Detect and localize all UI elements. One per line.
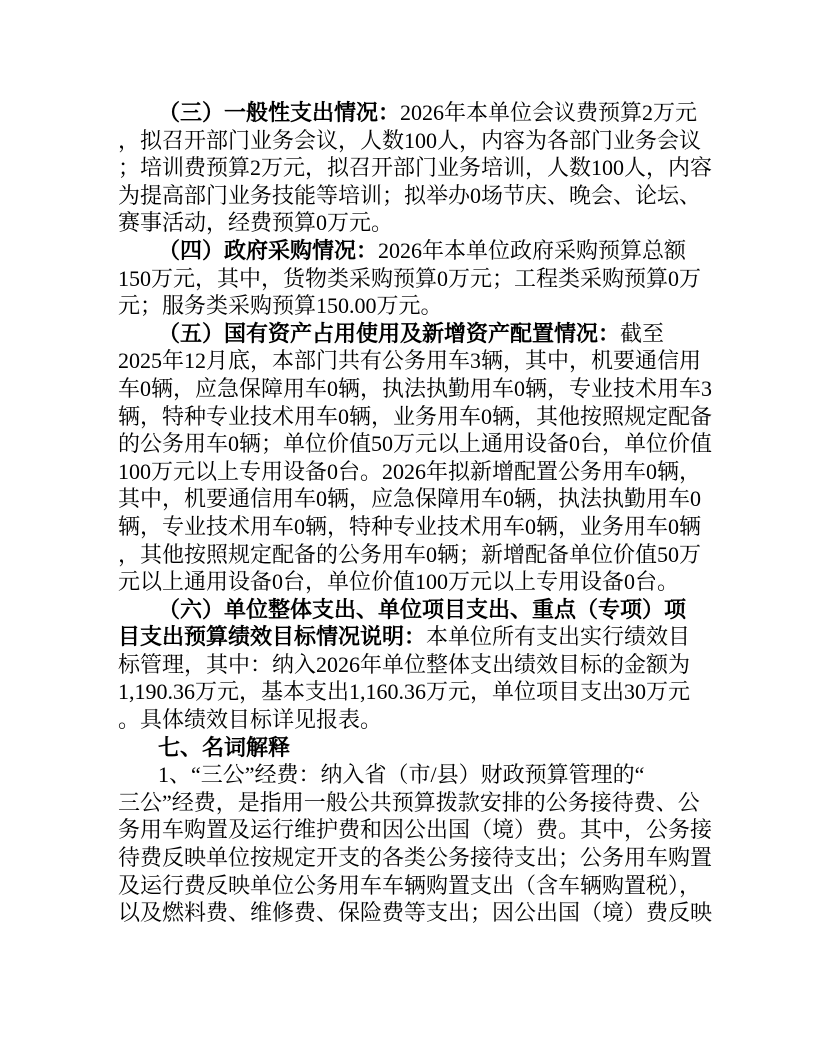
text-line bbox=[118, 623, 708, 651]
para-4-government-procurement bbox=[118, 237, 708, 320]
para-5-state-owned-assets bbox=[118, 320, 713, 596]
text-segment: 本单位所有支出实行绩效目 bbox=[426, 624, 691, 650]
text-segment: ，拟召开部门业务会议，人数100人，内容为各部门业务会议 bbox=[118, 127, 702, 153]
text-line bbox=[118, 347, 708, 375]
text-segment: 。具体绩效目标详见报表。 bbox=[118, 707, 383, 733]
bold-text-segment: （六）单位整体支出、单位项目支出、重点（专项）项 bbox=[158, 596, 687, 622]
text-line bbox=[118, 761, 708, 789]
bold-text-segment: 目支出预算绩效目标情况说明： bbox=[118, 624, 427, 650]
text-segment: 2026年本单位会议费预算2万元 bbox=[400, 100, 698, 125]
text-segment: 150万元，其中，货物类采购预算0万元；工程类采购预算0万 bbox=[118, 265, 702, 291]
text-segment: 2025年12月底，本部门共有公务用车3辆，其中，机要通信用 bbox=[118, 348, 702, 374]
text-segment: 的公务用车0辆；单位价值50万元以上通用设备0台，单位价值 bbox=[118, 431, 713, 457]
text-line bbox=[118, 375, 713, 403]
text-line bbox=[118, 485, 708, 513]
bold-text-segment: 七、名词解释 bbox=[158, 734, 291, 760]
bold-text-segment: （四）政府采购情况： bbox=[158, 237, 379, 263]
text-line bbox=[118, 651, 708, 679]
text-line bbox=[118, 292, 708, 320]
bold-text-segment: （五）国有资产占用使用及新增资产配置情况： bbox=[158, 320, 621, 346]
text-segment: 其中，机要通信用车0辆，应急保障用车0辆，执法执勤用车0 bbox=[118, 486, 702, 512]
text-line bbox=[118, 403, 713, 431]
text-line bbox=[118, 99, 708, 127]
text-segment: 车0辆，应急保障用车0辆，执法执勤用车0辆，专业技术用车3 bbox=[118, 375, 713, 401]
text-segment: 标管理，其中：纳入2026年单位整体支出绩效目标的金额为 bbox=[118, 651, 691, 677]
text-segment: ，其他按照规定配备的公务用车0辆；新增配备单位价值50万 bbox=[118, 541, 702, 567]
text-line bbox=[118, 678, 708, 706]
para-3-general-expenditure bbox=[118, 99, 713, 237]
para-6-performance-targets bbox=[118, 596, 708, 734]
text-line bbox=[118, 320, 708, 348]
text-line bbox=[118, 844, 713, 872]
text-line bbox=[118, 265, 708, 293]
text-segment: 赛事活动，经费预算0万元。 bbox=[118, 210, 394, 236]
text-segment: ；培训费预算2万元，拟召开部门业务培训，人数100人，内容 bbox=[118, 155, 713, 181]
text-line bbox=[118, 789, 708, 817]
text-line bbox=[118, 541, 708, 569]
text-line bbox=[118, 706, 708, 734]
text-segment: 务用车购置及运行维护费和因公出国（境）费。其中，公务接 bbox=[118, 817, 713, 843]
document-body bbox=[118, 99, 713, 927]
text-line bbox=[118, 596, 708, 624]
text-line bbox=[118, 458, 708, 486]
para-1-three-public-funds bbox=[118, 761, 713, 927]
text-line bbox=[118, 209, 708, 237]
text-segment: 辆，专业技术用车0辆，特种专业技术用车0辆，业务用车0辆 bbox=[118, 513, 702, 539]
text-segment: 以及燃料费、维修费、保险费等支出；因公出国（境）费反映 bbox=[118, 900, 713, 926]
text-line bbox=[118, 154, 713, 182]
text-segment: 元以上通用设备0台，单位价值100万元以上专用设备0台。 bbox=[118, 569, 680, 595]
text-segment: 元；服务类采购预算150.00万元。 bbox=[118, 293, 443, 319]
text-segment: 及运行费反映单位公务用车车辆购置支出（含车辆购置税）， bbox=[118, 872, 702, 898]
text-line bbox=[118, 237, 708, 265]
heading-7-glossary bbox=[118, 734, 708, 762]
text-line bbox=[118, 513, 708, 541]
text-line bbox=[118, 430, 713, 458]
text-line bbox=[118, 182, 708, 210]
bold-text-segment: （三）一般性支出情况： bbox=[158, 100, 401, 125]
text-line bbox=[118, 816, 713, 844]
text-line bbox=[118, 734, 708, 762]
text-segment: 辆，特种专业技术用车0辆，业务用车0辆，其他按照规定配备 bbox=[118, 403, 713, 429]
text-segment: 2026年本单位政府采购预算总额 bbox=[378, 237, 687, 263]
text-segment: 100万元以上专用设备0台。2026年拟新增配置公务用车0辆， bbox=[118, 458, 702, 484]
text-segment: 1,190.36万元，基本支出1,160.36万元，单位项目支出30万元 bbox=[118, 679, 691, 705]
text-line bbox=[118, 872, 708, 900]
text-segment: 为提高部门业务技能等培训；拟举办0场节庆、晚会、论坛、 bbox=[118, 182, 702, 208]
text-line bbox=[118, 127, 708, 155]
text-line bbox=[118, 568, 708, 596]
text-segment: 截至 bbox=[620, 320, 665, 346]
text-segment: 待费反映单位按规定开支的各类公务接待支出；公务用车购置 bbox=[118, 845, 713, 871]
text-line bbox=[118, 899, 713, 927]
text-segment: 三公”经费，是指用一般公共预算拨款安排的公务接待费、公 bbox=[118, 789, 700, 815]
text-segment: 1、“三公”经费：纳入省（市/县）财政预算管理的“ bbox=[158, 762, 645, 788]
